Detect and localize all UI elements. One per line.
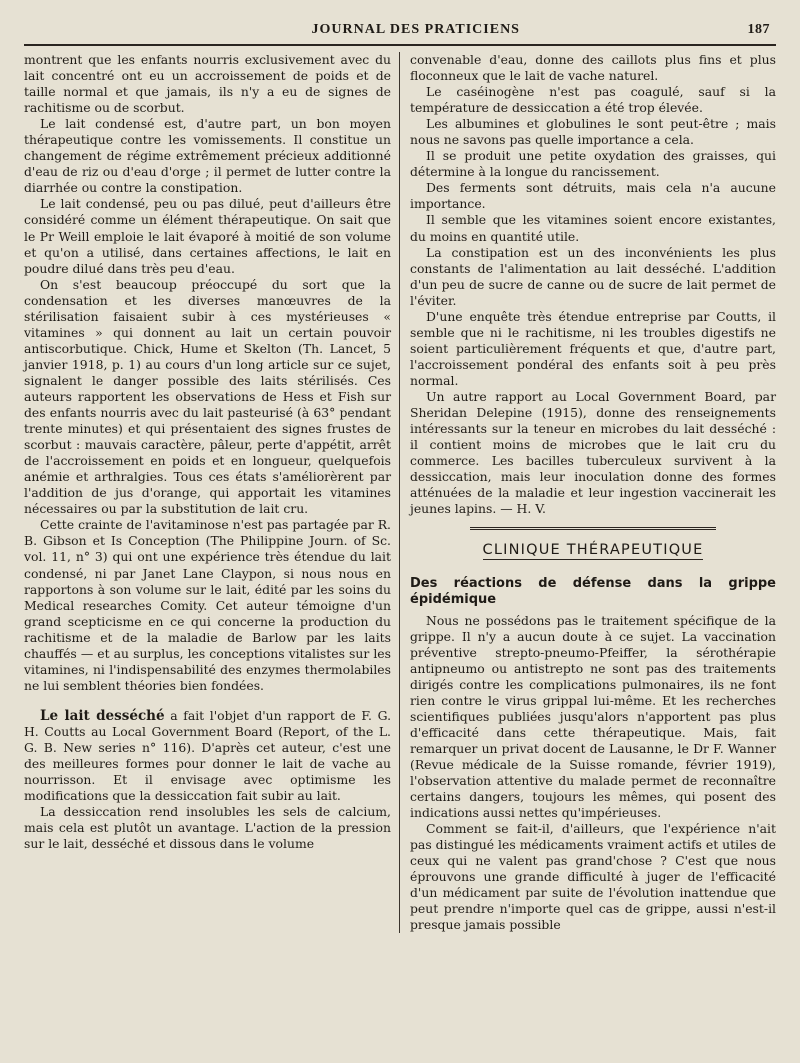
section-title xyxy=(410,542,776,558)
paragraph: Nous ne possédons pas le traitement spécifique de la grippe. Il n'y a aucun doute à ce sujet. La vaccination préventive strepto-pneumo-Pfeiffer, la sérothérapie antipneumo ou antistrepto ne sont pas des traitements dirigés contre les complications pulmonaires, ils ne font rien contre le virus grippal lui-même. Et les recherches scientifiques publiées jusqu'alors n'apportent pas plus d'efficacité dans cette thérapeutique. Mais, fait remarquer un privat docent de Lausanne, le Dr F. Wanner (Revue médicale de la Suisse romande, février 1919), l'observation attentive du malade permet de reconnaître certains dangers, toujours les mêmes, qui posent des indications aussi nettes qu'impérieuses. xyxy=(410,612,776,821)
paragraph: Les albumines et globulines le sont peut-être ; mais nous ne savons pas quelle importance a cela. xyxy=(410,116,776,148)
header-rule xyxy=(24,44,776,46)
paragraph: Le caséinogène n'est pas coagulé, sauf si la température de dessiccation a été trop élevée. xyxy=(410,84,776,116)
paragraph: La dessiccation rend insolubles les sels de calcium, mais cela est plutôt un avantage. L'action de la pression sur le lait, desséché et dissous dans le volume xyxy=(24,804,391,852)
page-number: 187 xyxy=(747,22,770,37)
paragraph: convenable d'eau, donne des caillots plus fins et plus floconneux que le lait de vache naturel. xyxy=(410,52,776,84)
paragraph: D'une enquête très étendue entreprise par Coutts, il semble que ni le rachitisme, ni les troubles digestifs ne soient particulièrement fréquents et que, d'autre part, l'accroissement pondéral des enfants soit à peu près normal. xyxy=(410,308,776,388)
section-title-text: CLINIQUE THÉRAPEUTIQUE xyxy=(482,542,704,559)
paragraph-lead: Le lait desséché xyxy=(40,707,165,724)
paragraph: montrent que les enfants nourris exclusivement avec du lait concentré ont eu un accroissement de poids et de taille normal et que jamais, ils n'y a eu de signes de rachitisme ou de scorbut. xyxy=(24,52,391,116)
paragraph: La constipation est un des inconvénients les plus constants de l'alimentation au lait desséché. L'addition d'un peu de sucre de canne ou de sucre de lait permet de l'éviter. xyxy=(410,244,776,308)
left-column xyxy=(24,52,400,933)
paragraph: On s'est beaucoup préoccupé du sort que la condensation et les diverses manœuvres de la stérilisation faisaient subir à ces mystérieuses « vitamines » qui donnent au lait un certain pouvoir antiscorbutique. Chick, Hume et Skelton (Th. Lancet, 5 janvier 1918, p. 1) au cours d'un long article sur ce sujet, signalent le danger possible des laits stérilisés. Ces auteurs rapportent les observations de Hess et Fish sur des enfants nourris avec du lait pasteurisé (à 63° pendant trente minutes) et qui présentaient des signes frustes de scorbut : mauvais caractère, pâleur, perte d'appétit, arrêt de l'accroissement en poids et en longueur, quelquefois anémie et arthralgies. Tous ces états s'améliorèrent par l'addition de jus d'orange, qui apportait les vitamines nécessaires ou par la substitution de lait cru. xyxy=(24,276,391,517)
paragraph: Un autre rapport au Local Government Board, par Sheridan Delepine (1915), donne des renseignements intéressants sur la teneur en microbes du lait desséché : il contient moins de microbes que le lait cru du commerce. Les bacilles tuberculeux survivent à la dessiccation, mais leur inoculation donne des formes atténuées de la maladie et leur ingestion vaccinerait les jeunes lapins. — H. V. xyxy=(410,388,776,517)
paragraph: Il se produit une petite oxydation des graisses, qui détermine à la longue du rancissement. xyxy=(410,148,776,180)
article-title: Des réactions de défense dans la grippe épidémique xyxy=(410,576,776,608)
paragraph: Le lait condensé, peu ou pas dilué, peut d'ailleurs être considéré comme un élément thérapeutique. On sait que le Pr Weill emploie le lait évaporé à moitié de son volume et qu'on a utilisé, dans certaines affections, le lait en poudre dilué dans très peu d'eau. xyxy=(24,196,391,276)
paragraph: Cette crainte de l'avitaminose n'est pas partagée par R. B. Gibson et Is Conception (The Philippine Journ. of Sc. vol. 11, n° 3) qui ont une expérience très étendue du lait condensé, ni par Janet Lane Claypon, si nous nous en rapportons à son volume sur le lait, édité par les soins du Medical researches Comity. Cet auteur témoigne d'un grand scepticisme en ce qui concerne la production du rachitisme et de la maladie de Barlow par les laits chauffés — et au surplus, les conceptions vitalistes sur les vitamines, ni l'indispensabilité des enzymes thermolabiles ne lui semblent théories bien fondées. xyxy=(24,517,391,693)
paragraph xyxy=(24,708,391,804)
section-divider xyxy=(470,527,716,532)
paragraph-text: a fait l'objet d'un rapport de F. G. H. Coutts au Local Government Board (Report, of the L. G. B. New series n° 116). D'après cet auteur, c'est une des meilleures formes pour donner le lait de vache au nourrisson. Et il envisage avec optimisme les modifications que la dessiccation fait subir au lait. xyxy=(24,707,392,804)
paragraph: Il semble que les vitamines soient encore existantes, du moins en quantité utile. xyxy=(410,212,776,244)
paragraph: Le lait condensé est, d'autre part, un bon moyen thérapeutique contre les vomissements. Il constitue un changement de régime extrêmement précieux additionné d'eau de riz ou d'eau d'orge ; il permet de lutter contre la diarrhée ou contre la constipation. xyxy=(24,116,391,196)
paragraph: Comment se fait-il, d'ailleurs, que l'expérience n'ait pas distingué les médicaments vraiment actifs et utiles de ceux qui ne valent pas grand'chose ? C'est que nous éprouvons une grande difficulté à juger de l'efficacité d'un médicament par suite de l'évolution inattendue que peut prendre n'importe quel cas de grippe, aussi n'est-il presque jamais possible xyxy=(410,821,776,933)
two-column-body xyxy=(24,52,776,933)
paragraph: Des ferments sont détruits, mais cela n'a aucune importance. xyxy=(410,180,776,212)
journal-title: JOURNAL DES PRATICIENS xyxy=(311,22,520,37)
running-head xyxy=(24,22,776,42)
paragraph-gap xyxy=(24,694,391,708)
right-column xyxy=(400,52,776,933)
